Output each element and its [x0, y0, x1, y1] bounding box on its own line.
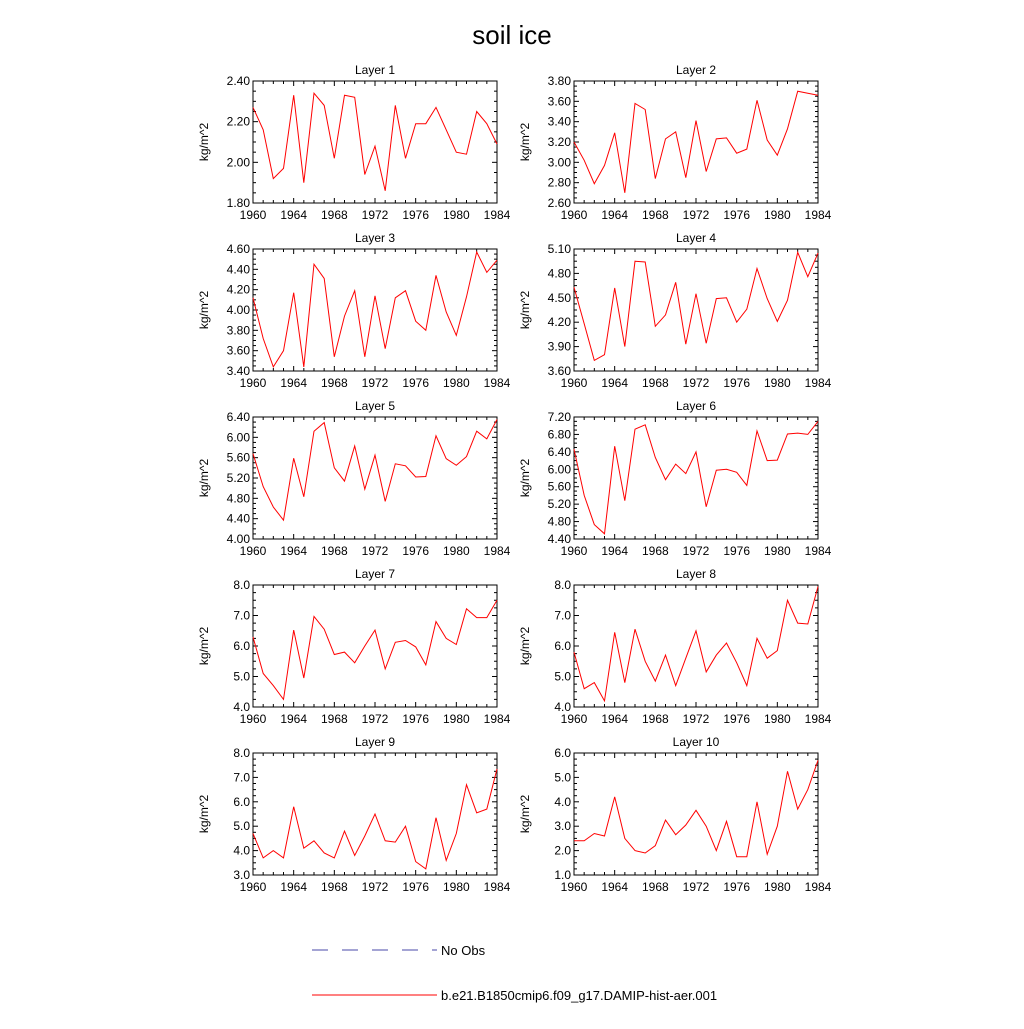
y-tick-label: 4.40 [226, 511, 250, 526]
series-line [253, 252, 497, 367]
x-tick-label: 1980 [442, 544, 470, 558]
y-axis-label: kg/m^2 [518, 626, 532, 666]
y-tick-label: 3.40 [226, 364, 250, 378]
x-tick-label: 1968 [320, 880, 348, 894]
y-tick-label: 4.20 [547, 315, 571, 330]
x-tick-label: 1984 [483, 376, 511, 390]
y-tick-label: 3.60 [547, 364, 571, 378]
x-tick-label: 1980 [442, 880, 470, 894]
x-tick-label: 1980 [763, 544, 791, 558]
y-tick-label: 1.80 [226, 196, 250, 210]
y-tick-label: 2.00 [226, 155, 250, 170]
y-tick-label: 5.20 [547, 497, 571, 512]
series-line [253, 769, 497, 869]
x-tick-label: 1968 [641, 208, 669, 222]
x-tick-label: 1984 [804, 880, 832, 894]
y-tick-label: 5.0 [233, 669, 250, 684]
x-tick-label: 1972 [361, 880, 389, 894]
y-tick-label: 6.0 [554, 639, 571, 653]
y-tick-label: 6.0 [554, 746, 571, 760]
y-axis-label: kg/m^2 [197, 290, 211, 330]
x-tick-label: 1976 [723, 376, 751, 390]
y-tick-label: 3.60 [547, 94, 571, 109]
x-tick-label: 1980 [763, 880, 791, 894]
y-tick-label: 6.0 [233, 639, 250, 653]
x-tick-label: 1984 [483, 712, 511, 726]
series-line [253, 420, 497, 521]
series-line [253, 93, 497, 191]
figure-title: soil ice [472, 20, 552, 50]
x-tick-label: 1980 [763, 208, 791, 222]
y-tick-label: 4.50 [547, 290, 571, 305]
panel-layer-6 [518, 399, 832, 558]
y-tick-label: 3.90 [547, 339, 571, 354]
panel-title: Layer 7 [354, 567, 396, 581]
y-tick-label: 2.40 [226, 74, 250, 88]
y-tick-label: 3.0 [554, 819, 571, 834]
y-tick-label: 6.0 [233, 794, 250, 809]
legend-model-label: b.e21.B1850cmip6.f09_g17.DAMIP-hist-aer.001 [441, 988, 718, 1003]
plot-frame [253, 417, 497, 539]
panel-layer-10 [518, 735, 832, 894]
x-tick-label: 1964 [601, 376, 629, 390]
series-line [574, 587, 818, 701]
x-tick-label: 1972 [682, 208, 710, 222]
y-tick-label: 3.80 [547, 74, 571, 88]
y-tick-label: 6.80 [547, 427, 571, 442]
y-tick-label: 8.0 [233, 746, 250, 760]
y-tick-label: 5.60 [547, 479, 571, 494]
y-tick-label: 6.40 [226, 410, 250, 424]
y-tick-label: 8.0 [233, 578, 250, 592]
x-tick-label: 1980 [763, 712, 791, 726]
plot-frame [574, 585, 818, 707]
x-tick-label: 1964 [601, 880, 629, 894]
panel-layer-3 [197, 231, 511, 390]
y-tick-label: 4.20 [226, 282, 250, 297]
y-tick-label: 5.0 [554, 669, 571, 684]
legend-obs-label: No Obs [441, 943, 486, 958]
x-tick-label: 1964 [601, 208, 629, 222]
y-tick-label: 6.00 [547, 462, 571, 477]
y-tick-label: 3.20 [547, 135, 571, 149]
y-tick-label: 4.0 [233, 700, 250, 714]
y-tick-label: 3.0 [233, 868, 250, 882]
panel-layer-4 [518, 231, 832, 390]
plot-frame [253, 81, 497, 203]
x-tick-label: 1964 [601, 544, 629, 558]
y-axis-label: kg/m^2 [197, 458, 211, 498]
x-tick-label: 1960 [239, 880, 267, 894]
y-axis-label: kg/m^2 [518, 290, 532, 330]
y-tick-label: 3.00 [547, 155, 571, 170]
x-tick-label: 1980 [763, 376, 791, 390]
y-tick-label: 5.20 [226, 471, 250, 485]
x-tick-label: 1984 [804, 208, 832, 222]
y-tick-label: 6.40 [547, 444, 571, 459]
plot-frame [574, 81, 818, 203]
legend [312, 943, 717, 1003]
y-tick-label: 4.40 [547, 532, 571, 546]
panel-title: Layer 8 [675, 567, 717, 581]
series-line [574, 91, 818, 193]
x-tick-label: 1960 [239, 712, 267, 726]
y-tick-label: 4.00 [226, 532, 250, 546]
plot-frame [253, 249, 497, 371]
x-tick-label: 1976 [402, 712, 430, 726]
panel-layer-9 [197, 735, 511, 894]
x-tick-label: 1964 [280, 208, 308, 222]
x-tick-label: 1972 [682, 880, 710, 894]
y-tick-label: 4.80 [547, 514, 571, 529]
x-tick-label: 1980 [442, 208, 470, 222]
x-tick-label: 1976 [723, 544, 751, 558]
y-tick-label: 7.0 [233, 770, 250, 785]
y-tick-label: 4.60 [226, 242, 250, 256]
y-tick-label: 8.0 [554, 578, 571, 592]
series-line [574, 252, 818, 360]
y-axis-label: kg/m^2 [197, 626, 211, 666]
y-tick-label: 4.0 [554, 794, 571, 809]
x-tick-label: 1984 [804, 712, 832, 726]
panel-title: Layer 1 [354, 63, 396, 77]
y-tick-label: 5.0 [554, 770, 571, 785]
x-tick-label: 1964 [280, 544, 308, 558]
y-tick-label: 6.00 [226, 430, 250, 445]
x-tick-label: 1968 [641, 544, 669, 558]
x-tick-label: 1984 [483, 208, 511, 222]
panel-title: Layer 4 [675, 231, 717, 245]
y-axis-label: kg/m^2 [197, 794, 211, 834]
panel-title: Layer 9 [354, 735, 396, 749]
x-tick-label: 1960 [560, 544, 588, 558]
panel-title: Layer 2 [675, 63, 717, 77]
x-tick-label: 1960 [560, 376, 588, 390]
x-tick-label: 1960 [560, 208, 588, 222]
x-tick-label: 1964 [601, 712, 629, 726]
y-tick-label: 2.60 [547, 196, 571, 210]
x-tick-label: 1984 [804, 544, 832, 558]
series-line [574, 421, 818, 533]
x-tick-label: 1968 [320, 544, 348, 558]
y-tick-label: 1.0 [554, 868, 571, 882]
x-tick-label: 1972 [361, 544, 389, 558]
y-tick-label: 5.0 [233, 819, 250, 834]
y-tick-label: 4.00 [226, 303, 250, 317]
x-tick-label: 1968 [641, 880, 669, 894]
y-tick-label: 4.80 [547, 266, 571, 281]
y-tick-label: 7.0 [554, 608, 571, 623]
x-tick-label: 1972 [361, 208, 389, 222]
x-tick-label: 1972 [361, 376, 389, 390]
y-tick-label: 5.10 [547, 242, 571, 256]
panel-layer-7 [197, 567, 511, 726]
x-tick-label: 1972 [361, 712, 389, 726]
x-tick-label: 1960 [560, 880, 588, 894]
x-tick-label: 1976 [723, 712, 751, 726]
y-axis-label: kg/m^2 [197, 122, 211, 162]
x-tick-label: 1976 [723, 880, 751, 894]
y-tick-label: 7.0 [233, 608, 250, 623]
panel-title: Layer 3 [354, 231, 396, 245]
x-tick-label: 1984 [483, 880, 511, 894]
panel-title: Layer 10 [672, 735, 720, 749]
panel-layer-1 [197, 63, 511, 222]
y-tick-label: 4.0 [554, 700, 571, 714]
x-tick-label: 1960 [239, 376, 267, 390]
y-tick-label: 5.60 [226, 450, 250, 465]
x-tick-label: 1964 [280, 712, 308, 726]
panel-layer-5 [197, 399, 511, 558]
x-tick-label: 1972 [682, 376, 710, 390]
y-tick-label: 2.80 [547, 175, 571, 190]
y-tick-label: 2.0 [554, 843, 571, 858]
x-tick-label: 1984 [483, 544, 511, 558]
series-line [574, 760, 818, 856]
y-tick-label: 3.60 [226, 343, 250, 358]
y-axis-label: kg/m^2 [518, 122, 532, 162]
x-tick-label: 1976 [402, 544, 430, 558]
x-tick-label: 1976 [402, 208, 430, 222]
x-tick-label: 1972 [682, 712, 710, 726]
y-tick-label: 3.80 [226, 323, 250, 338]
panel-layer-8 [518, 567, 832, 726]
plot-frame [574, 249, 818, 371]
x-tick-label: 1984 [804, 376, 832, 390]
x-tick-label: 1960 [560, 712, 588, 726]
y-tick-label: 4.80 [226, 491, 250, 506]
y-axis-label: kg/m^2 [518, 794, 532, 834]
x-tick-label: 1960 [239, 544, 267, 558]
x-tick-label: 1960 [239, 208, 267, 222]
panel-title: Layer 6 [675, 399, 717, 413]
y-tick-label: 7.20 [547, 410, 571, 424]
x-tick-label: 1968 [320, 712, 348, 726]
y-tick-label: 3.40 [547, 114, 571, 129]
x-tick-label: 1972 [682, 544, 710, 558]
series-line [253, 600, 497, 699]
x-tick-label: 1968 [320, 376, 348, 390]
panel-layer-2 [518, 63, 832, 222]
x-tick-label: 1968 [641, 376, 669, 390]
x-tick-label: 1976 [402, 376, 430, 390]
x-tick-label: 1976 [402, 880, 430, 894]
x-tick-label: 1964 [280, 880, 308, 894]
x-tick-label: 1980 [442, 712, 470, 726]
y-tick-label: 4.0 [233, 843, 250, 858]
x-tick-label: 1980 [442, 376, 470, 390]
y-axis-label: kg/m^2 [518, 458, 532, 498]
x-tick-label: 1968 [641, 712, 669, 726]
x-tick-label: 1968 [320, 208, 348, 222]
y-tick-label: 2.20 [226, 114, 250, 129]
panel-title: Layer 5 [354, 399, 396, 413]
x-tick-label: 1964 [280, 376, 308, 390]
x-tick-label: 1976 [723, 208, 751, 222]
y-tick-label: 4.40 [226, 262, 250, 277]
plot-frame [253, 585, 497, 707]
